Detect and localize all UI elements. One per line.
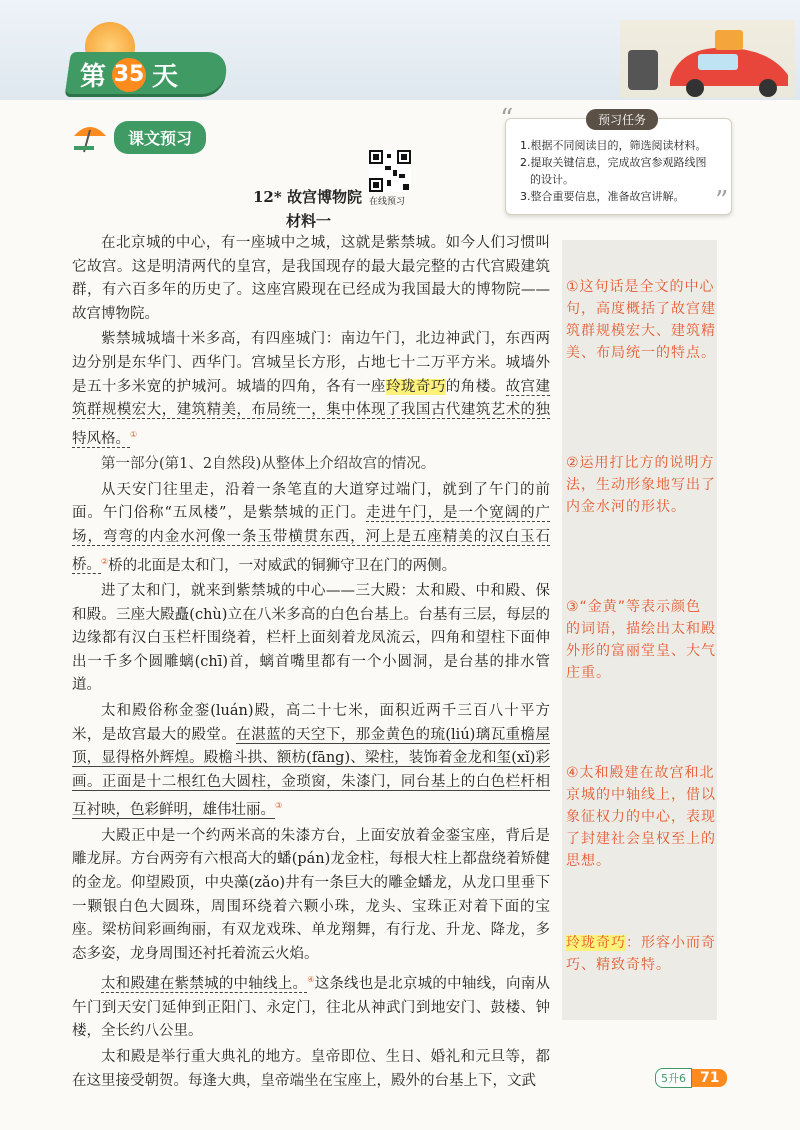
day-suffix: 天 (152, 62, 179, 92)
annotation-note: ④太和殿建在故宫和北京城的中轴线上，借以象征权力的中心，表现了封建社会皇权至上的思想。 (566, 765, 716, 869)
preview-task-box (505, 113, 732, 215)
car-luggage-illustration (620, 20, 795, 98)
paragraph (72, 700, 550, 823)
task-item: 3.整合重要信息，准备故宫讲解。 (520, 190, 685, 203)
annotation-note: ②运用打比方的说明方法，生动形象地写出了内金水河的形状。 (566, 455, 716, 515)
task-box-title: 预习任务 (586, 109, 658, 130)
page-number-value: 71 (692, 1069, 727, 1087)
preview-tag-label: 课文预习 (114, 121, 206, 154)
paragraph-text: 太和殿俗称金銮(luán)殿，高二十七米，面积近两千三百八十平方米，是故宫最大的殿堂。 (72, 702, 550, 743)
paragraph-text: 这条线也是北京城的中轴线，向南从午门到天安门延伸到正阳门、永定门，往北从神武门到地安门、鼓楼、钟楼，全长约八公里。 (72, 976, 551, 1040)
paragraph-text: 从天安门往里走，沿着一条笔直的大道穿过端门，就到了午门的前面。午门俗称“五凤楼”，是紫禁城的正门。 (72, 481, 550, 522)
paragraph-text: 紫禁城城墙十米多高，有四座城门：南边午门，北边神武门，东西两边分别是东华门、西华门。宫城呈长方形，占地七十二万平方米。城墙外是五十多米宽的护城河。城墙的四角，各有一座 (72, 331, 550, 395)
annotation-mark: ① (130, 429, 138, 439)
annotation-mark: ② (101, 556, 109, 566)
underlined-sentence: 太和殿建在紫禁城的中轴线上。 (101, 976, 308, 993)
task-item: 的设计。 (530, 173, 574, 186)
beach-umbrella-icon (70, 120, 110, 154)
paragraph: 大殿正中是一个约两米高的朱漆方台，上面安放着金銮宝座，背后是雕龙屏。方台两旁有六根高大的蟠(pán)龙金柱，每根大柱上都盘绕着矫健的金龙。仰望殿顶，中央藻(zǎo)井有一条巨大的雕金蟠龙，从龙口里垂下一颗银白色大圆珠，周围环绕着六颗小珠，龙头、宝珠正对着下面的宝座。梁枋间彩画绚丽，有双龙戏珠、单龙翔舞，有行龙、升龙、降龙，多态多姿，龙身周围还衬托着流云火焰。 (72, 827, 550, 962)
vocabulary-term: 玲珑奇巧 (566, 935, 626, 951)
paragraph: 在北京城的中心，有一座城中之城，这就是紫禁城。如今人们习惯叫它故宫。这是明清两代的皇宫，是我国现存的最大最完整的古代宫殿建筑群，有六百多年的历史了。这座宫殿现在已经成为我国最大的博物院——故宫博物院。 (72, 235, 550, 322)
annotation-mark: ④ (307, 975, 315, 985)
annotation-mark: ③ (275, 801, 283, 811)
paragraph: 太和殿是举行重大典礼的地方。皇帝即位、生日、婚礼和元旦等，都在这里接受朝贺。每逢大典，皇帝端坐在宝座上，殿外的台基上下，文武 (72, 1048, 550, 1089)
underlined-sentence: 在湛蓝的天空下，那金黄色的琉(liú)璃瓦重檐屋顶，显得格外辉煌。殿檐斗拱、额枋(fāng)、梁柱，装饰着金龙和玺(xǐ)彩画。正面是十二根红色大圆柱，金琐窗，朱漆门，同台基上的白色栏杆相互衬映，色彩鲜明，雄伟壮丽。 (72, 726, 550, 819)
qr-code-icon[interactable] (369, 150, 411, 192)
day-label (80, 56, 178, 93)
paragraph: 进了太和门，就来到紫禁城的中心——三大殿：太和殿、中和殿、保和殿。三座大殿矗(chù)立在八米多高的白色台基上。台基有三层，每层的边缘都有汉白玉栏杆围绕着，栏杆上面刻着龙凤流云，四角和望柱下面伸出一千多个圆雕螭(chī)首，螭首嘴里都有一个小圆洞，是台基的排水管道。 (72, 582, 550, 694)
task-list (506, 119, 731, 205)
lesson-title: 12* 故宫博物院 (253, 188, 362, 206)
underlined-sentence: 走进午门，是一个宽阔的广场，弯弯的内金水河像一条玉带横贯东西，河上是五座精美的汉白玉石桥。 (72, 505, 550, 574)
paragraph-text: 桥的北面是太和门，一对威武的铜狮守卫在门的两侧。 (108, 557, 457, 574)
task-item: 1.根据不同阅读目的，筛选阅读材料。 (520, 139, 707, 152)
paragraph (72, 328, 550, 451)
lesson-preview-tag (70, 120, 206, 154)
annotation-note: ③“金黄”等表示颜色的词语，描绘出太和殿外形的富丽堂皇、大气庄重。 (566, 599, 716, 681)
open-quote-icon: “ (500, 104, 514, 134)
task-item: 2.提取关键信息，完成故宫参观路线图 (520, 156, 707, 169)
grade-label: 5升6 (655, 1068, 692, 1088)
annotation-note: ①这句话是全文的中心句，高度概括了故宫建筑群规模宏大、建筑精美、布局统一的特点。 (566, 279, 716, 361)
day-prefix: 第 (80, 62, 107, 92)
material-title: 材料一 (286, 212, 332, 230)
vocabulary-definition: ：形容小而奇巧、精致奇特。 (566, 935, 716, 973)
close-quote-icon: ” (715, 186, 729, 216)
page-number (655, 1068, 727, 1088)
vocabulary-note (566, 932, 716, 976)
underlined-sentence: 故宫建筑群规模宏大，建筑精美，布局统一，集中体现了我国古代建筑艺术的独特风格。 (72, 378, 551, 447)
paragraph-summary: 第一部分(第1、2自然段)从整体上介绍故宫的情况。 (101, 456, 436, 473)
article-body (72, 232, 550, 1095)
paragraph (72, 968, 550, 1044)
paragraph (72, 479, 550, 578)
qr-caption: 在线预习 (369, 197, 406, 207)
highlighted-term: 玲珑奇巧 (385, 378, 446, 395)
paragraph-text: 的角楼。 (445, 378, 506, 395)
day-number: 35 (112, 58, 146, 92)
